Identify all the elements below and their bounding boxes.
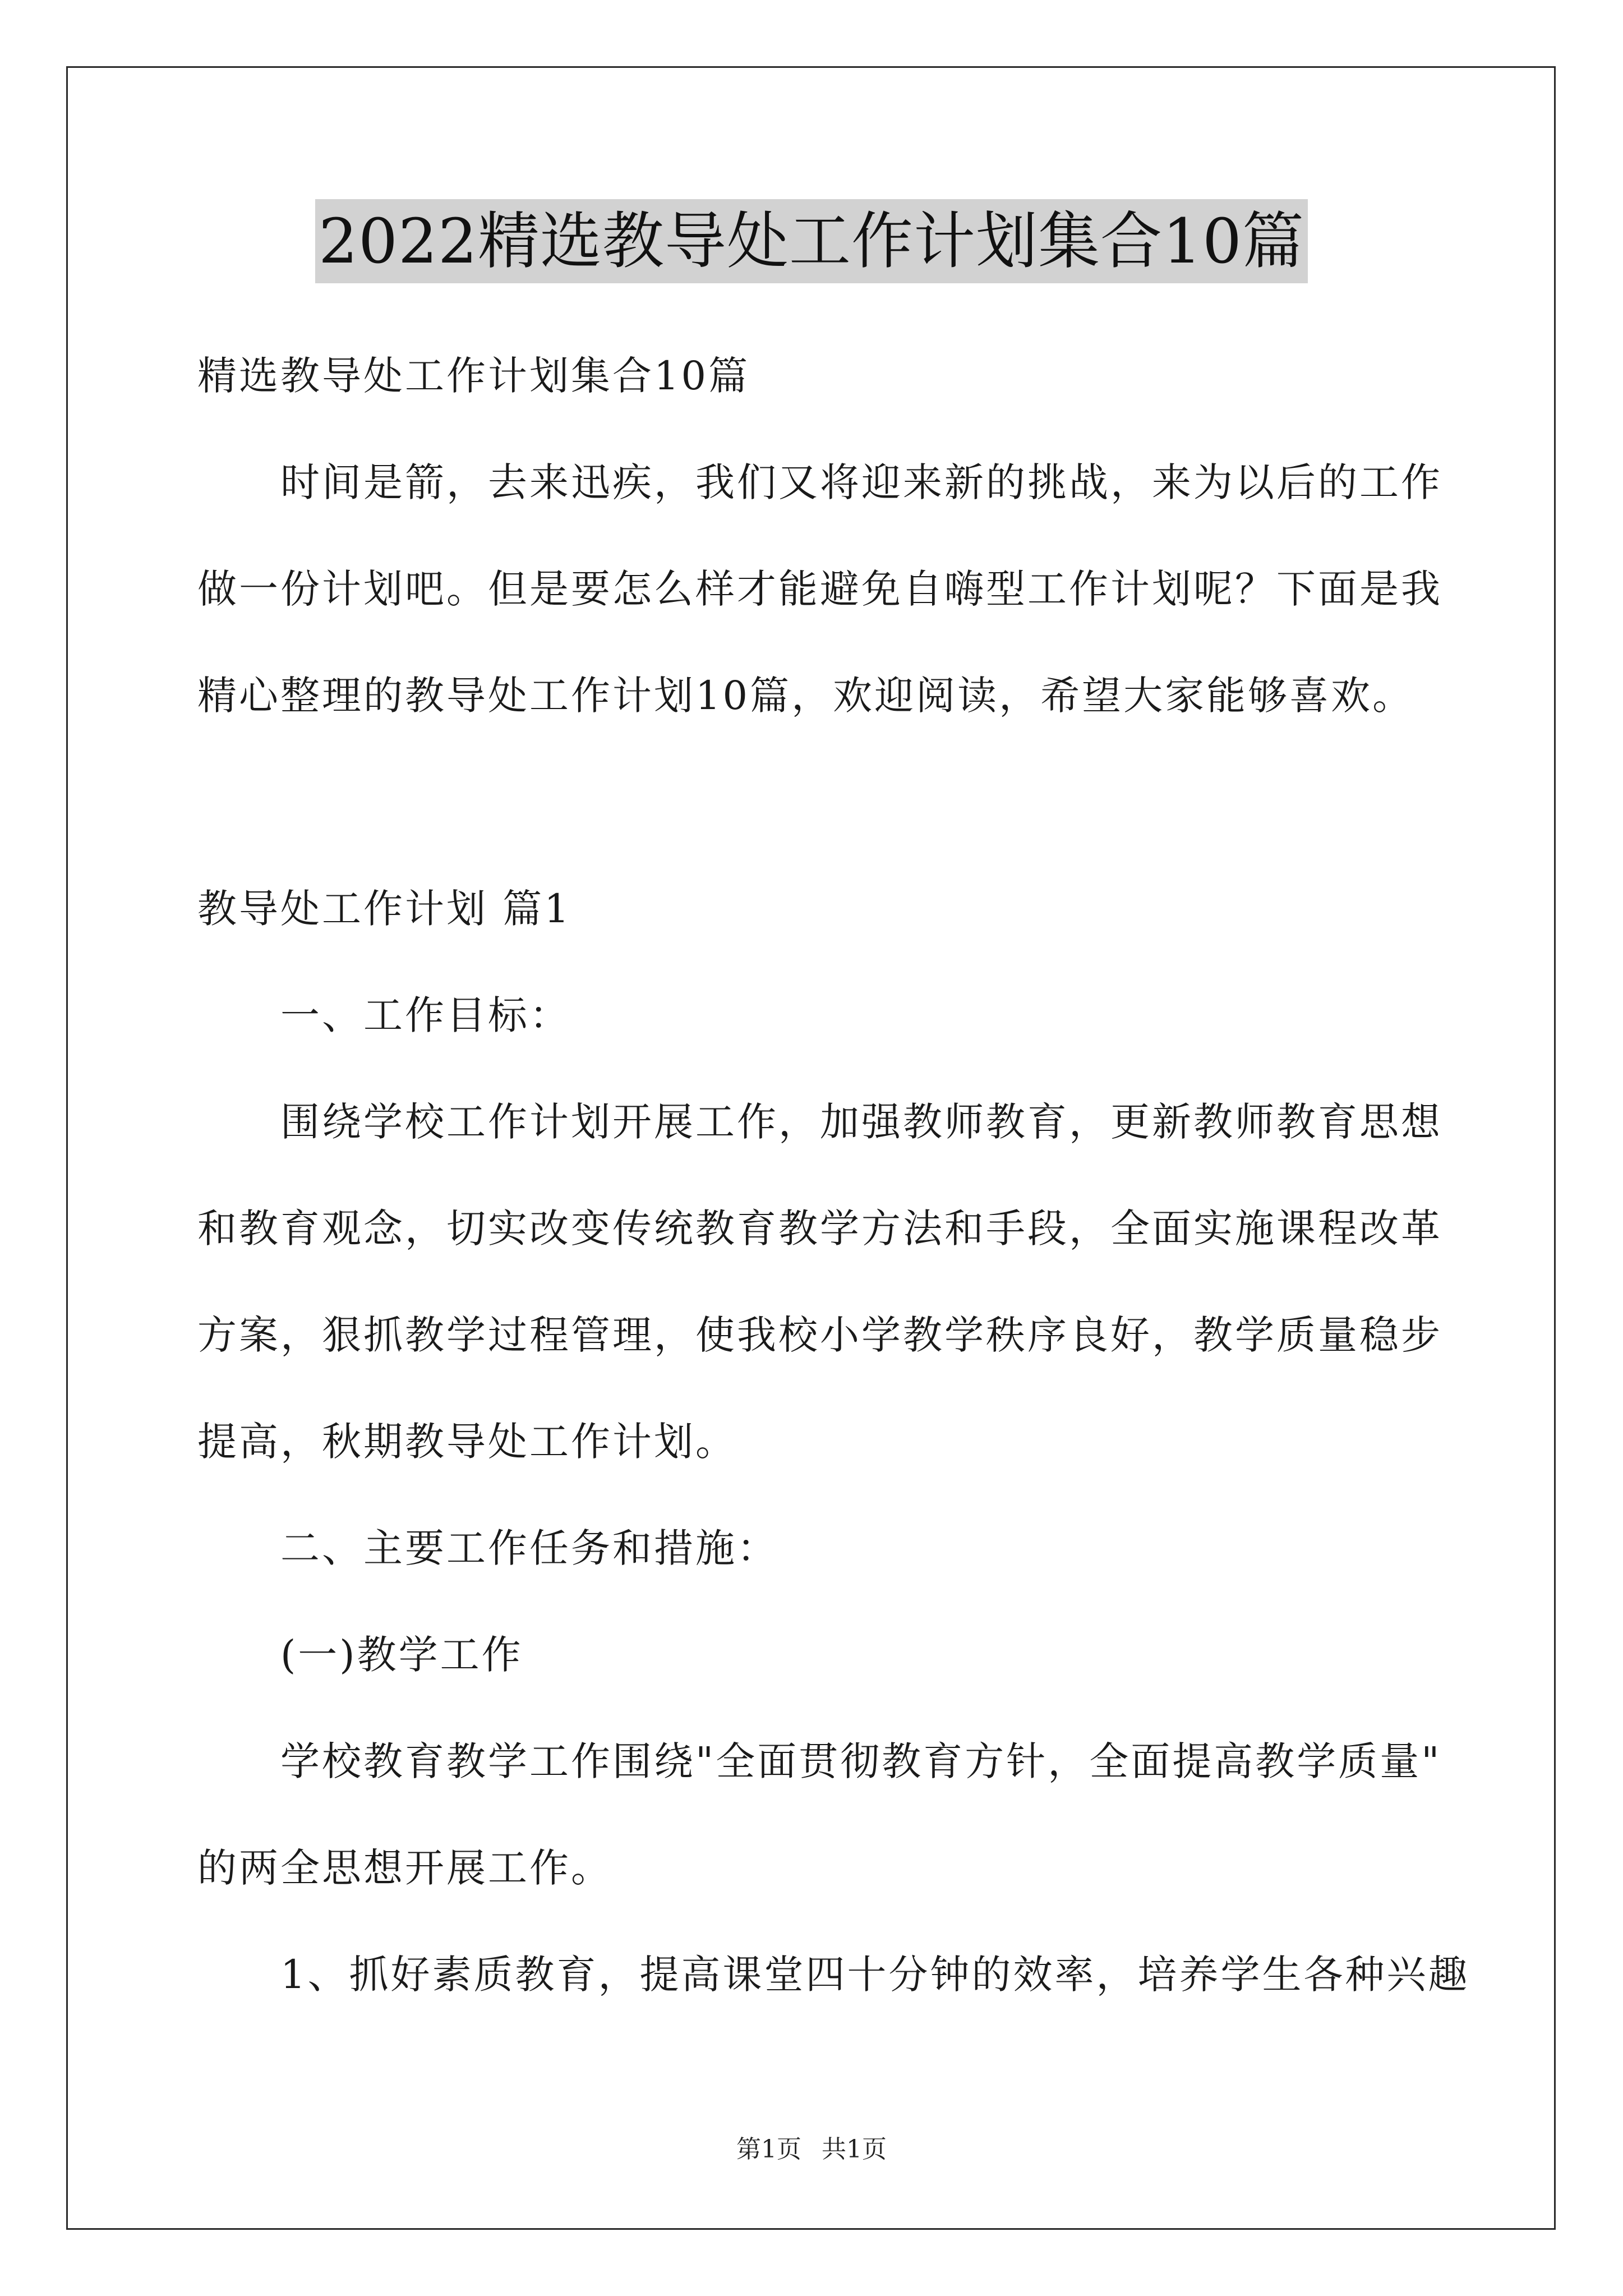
paragraph-line: 1、抓好素质教育，提高课堂四十分钟的效率，培养学生各种兴趣 bbox=[280, 1952, 1470, 1998]
section-heading: 教导处工作计划 篇1 bbox=[197, 886, 571, 932]
paragraph-line: 时间是箭，去来迅疾，我们又将迎来新的挑战，来为以后的工作 bbox=[280, 459, 1442, 505]
page-number: 第1页 bbox=[736, 2135, 801, 2164]
document-title: 2022精选教导处工作计划集合10篇 bbox=[315, 199, 1308, 283]
title-wrap bbox=[0, 199, 1623, 283]
paragraph-line: 和教育观念，切实改变传统教育教学方法和手段，全面实施课程改革 bbox=[197, 1205, 1442, 1251]
paragraph-line: 二、主要工作任务和措施： bbox=[280, 1525, 778, 1571]
paragraph-line: 学校教育教学工作围绕"全面贯彻教育方针，全面提高教学质量" bbox=[280, 1738, 1442, 1784]
page-total: 共1页 bbox=[822, 2135, 887, 2164]
paragraph-line: 做一份计划吧。但是要怎么样才能避免自嗨型工作计划呢？下面是我 bbox=[197, 566, 1442, 612]
page-footer bbox=[0, 2133, 1623, 2166]
paragraph-line: 围绕学校工作计划开展工作，加强教师教育，更新教师教育思想 bbox=[280, 1099, 1442, 1145]
paragraph-line: 方案，狠抓教学过程管理，使我校小学教学秩序良好，教学质量稳步 bbox=[197, 1312, 1442, 1358]
paragraph-line: 一、工作目标： bbox=[280, 992, 571, 1038]
subtitle-line: 精选教导处工作计划集合10篇 bbox=[197, 353, 750, 399]
paragraph-line: 精心整理的教导处工作计划10篇，欢迎阅读，希望大家能够喜欢。 bbox=[197, 673, 1414, 719]
paragraph-line: 提高，秋期教导处工作计划。 bbox=[197, 1419, 737, 1465]
paragraph-line: (一)教学工作 bbox=[280, 1632, 523, 1678]
paragraph-line: 的两全思想开展工作。 bbox=[197, 1845, 612, 1891]
